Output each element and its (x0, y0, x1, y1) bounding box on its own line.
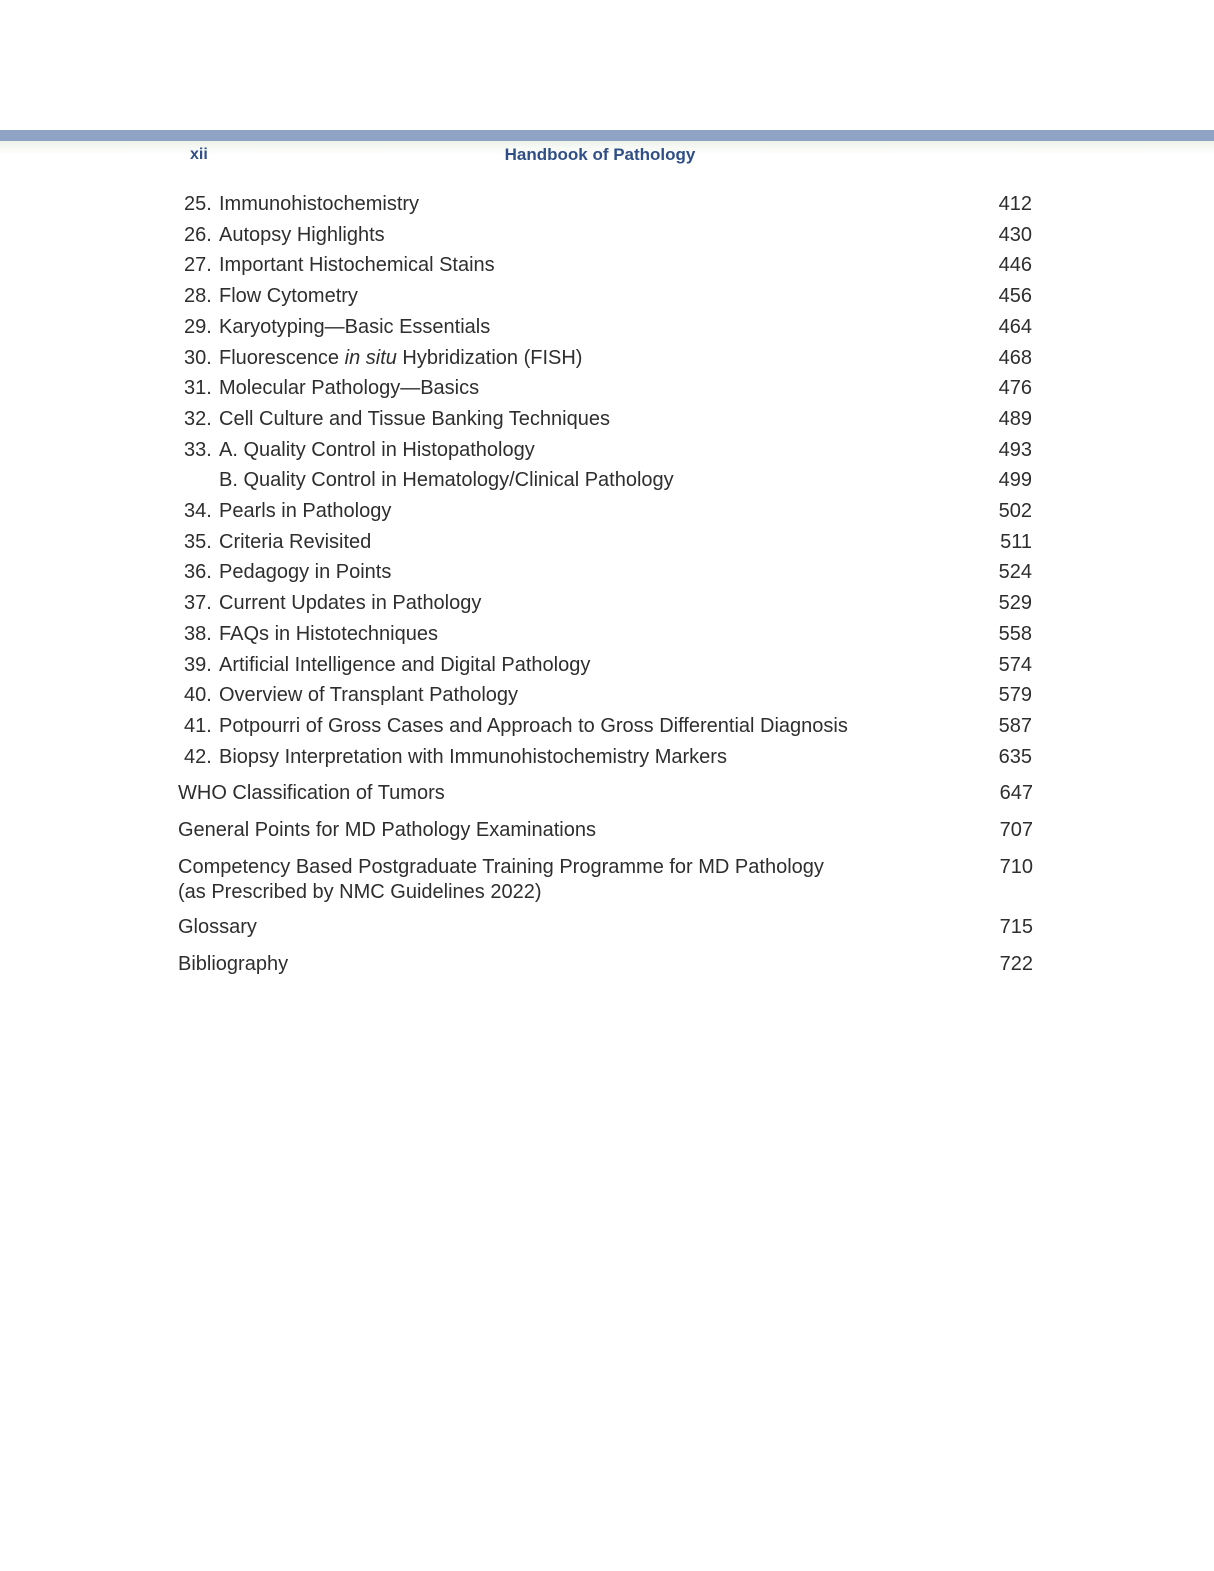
chapter-number: 30. (184, 346, 212, 369)
toc-entry (0, 404, 1214, 434)
toc-entry (0, 496, 1214, 526)
chapter-title: Molecular Pathology—Basics (219, 377, 480, 400)
page-number: 412 (998, 193, 1032, 215)
title-part: Hybridization (FISH) (396, 346, 583, 369)
chapter-number: 42. (184, 745, 212, 768)
back-matter-title (178, 781, 878, 806)
toc-entry (0, 281, 1214, 311)
page-number: 574 (998, 653, 1032, 676)
chapter-number: 36. (184, 561, 212, 584)
chapter-number: 40. (184, 684, 212, 707)
toc-entry (0, 742, 1214, 772)
back-matter-title (178, 952, 878, 977)
chapter-title: Artificial Intelligence and Digital Pathology (219, 653, 591, 676)
page-number: 456 (998, 285, 1032, 308)
toc-entry (0, 435, 1214, 465)
title-line: WHO Classification of Tumors (178, 782, 445, 804)
page-number: 468 (998, 346, 1032, 369)
chapter-title: Autopsy Highlights (219, 223, 385, 246)
chapter-number: 27. (184, 254, 212, 277)
chapter-title: Pearls in Pathology (219, 500, 392, 522)
toc-entry (0, 680, 1214, 710)
title-line: (as Prescribed by NMC Guidelines 2022) (178, 881, 542, 903)
title-line: General Points for MD Pathology Examinations (178, 819, 596, 841)
title-line: Competency Based Postgraduate Training Programme for MD Pathology (178, 856, 824, 878)
toc-entry (0, 619, 1214, 649)
chapter-title: Current Updates in Pathology (219, 592, 482, 615)
chapter-title: Biopsy Interpretation with Immunohistochemistry Markers (219, 745, 727, 768)
page-number: 502 (998, 500, 1032, 522)
running-title: Handbook of Pathology (504, 145, 696, 164)
toc-entry (0, 220, 1214, 250)
title-line: Glossary (178, 916, 257, 938)
page-number: 511 (1000, 530, 1032, 553)
chapter-number: 25. (184, 193, 212, 215)
chapter-number: 26. (184, 223, 212, 246)
chapter-number: 35. (184, 530, 212, 553)
page-number: 430 (998, 223, 1032, 246)
chapter-number: 33. (184, 438, 212, 461)
toc-entry (0, 557, 1214, 587)
back-matter-title (178, 818, 878, 843)
toc-entry (0, 343, 1214, 373)
chapter-number: 39. (184, 653, 212, 676)
chapter-title: Pedagogy in Points (219, 561, 392, 584)
chapter-title: Cell Culture and Tissue Banking Techniques (219, 407, 610, 430)
toc-entry (0, 373, 1214, 403)
chapter-title: Immunohistochemistry (219, 193, 420, 215)
chapter-number: 31. (184, 377, 212, 400)
chapter-title: Overview of Transplant Pathology (219, 684, 519, 707)
title-line: Bibliography (178, 953, 289, 975)
toc-entry (0, 312, 1214, 342)
page-number: 499 (998, 469, 1032, 492)
page-number: 579 (998, 684, 1032, 707)
chapter-number: 32. (184, 407, 212, 430)
chapter-title (219, 343, 582, 373)
toc-entry (0, 711, 1214, 741)
page-number: 647 (999, 782, 1033, 804)
page-number: 722 (999, 953, 1033, 975)
chapter-title: Karyotyping—Basic Essentials (219, 315, 491, 338)
page-number: 715 (999, 916, 1033, 938)
page-number: 489 (998, 407, 1032, 430)
chapter-number: 34. (184, 500, 212, 522)
toc-entry (0, 189, 1214, 219)
page-number: 476 (998, 377, 1032, 400)
back-matter-title (178, 915, 878, 940)
page-number: 635 (998, 745, 1032, 768)
toc-entry (0, 250, 1214, 280)
chapter-number: 29. (184, 315, 212, 338)
page-number: 446 (998, 254, 1032, 277)
chapter-title: A. Quality Control in Histopathology (219, 438, 535, 461)
toc-entry (0, 588, 1214, 618)
toc-entry (0, 650, 1214, 680)
page-number: 529 (998, 592, 1032, 615)
page-folio: xii (190, 146, 208, 163)
chapter-title: Potpourri of Gross Cases and Approach to Gross Differential Diagnosis (219, 714, 848, 737)
page-number: 587 (998, 714, 1032, 737)
title-italic: in situ (344, 346, 397, 369)
toc-entry (0, 465, 1214, 495)
chapter-title: B. Quality Control in Hematology/Clinical Pathology (219, 469, 674, 492)
page-number: 707 (999, 819, 1033, 841)
chapter-number: 28. (184, 285, 212, 308)
header-band (0, 130, 1214, 141)
chapter-title: Criteria Revisited (219, 530, 372, 553)
page-number: 493 (998, 438, 1032, 461)
page-number: 558 (998, 622, 1032, 645)
chapter-number: 38. (184, 622, 212, 645)
title-part: Fluorescence (219, 346, 345, 369)
toc-entry (0, 527, 1214, 557)
chapter-number: 37. (184, 592, 212, 615)
page-number: 710 (999, 856, 1033, 878)
chapter-number: 41. (184, 714, 212, 737)
page-number: 464 (998, 315, 1032, 338)
chapter-title: Flow Cytometry (219, 285, 358, 308)
chapter-title: FAQs in Histotechniques (219, 622, 438, 645)
back-matter-title (178, 855, 878, 905)
chapter-title: Important Histochemical Stains (219, 254, 495, 277)
page-number: 524 (998, 561, 1032, 584)
